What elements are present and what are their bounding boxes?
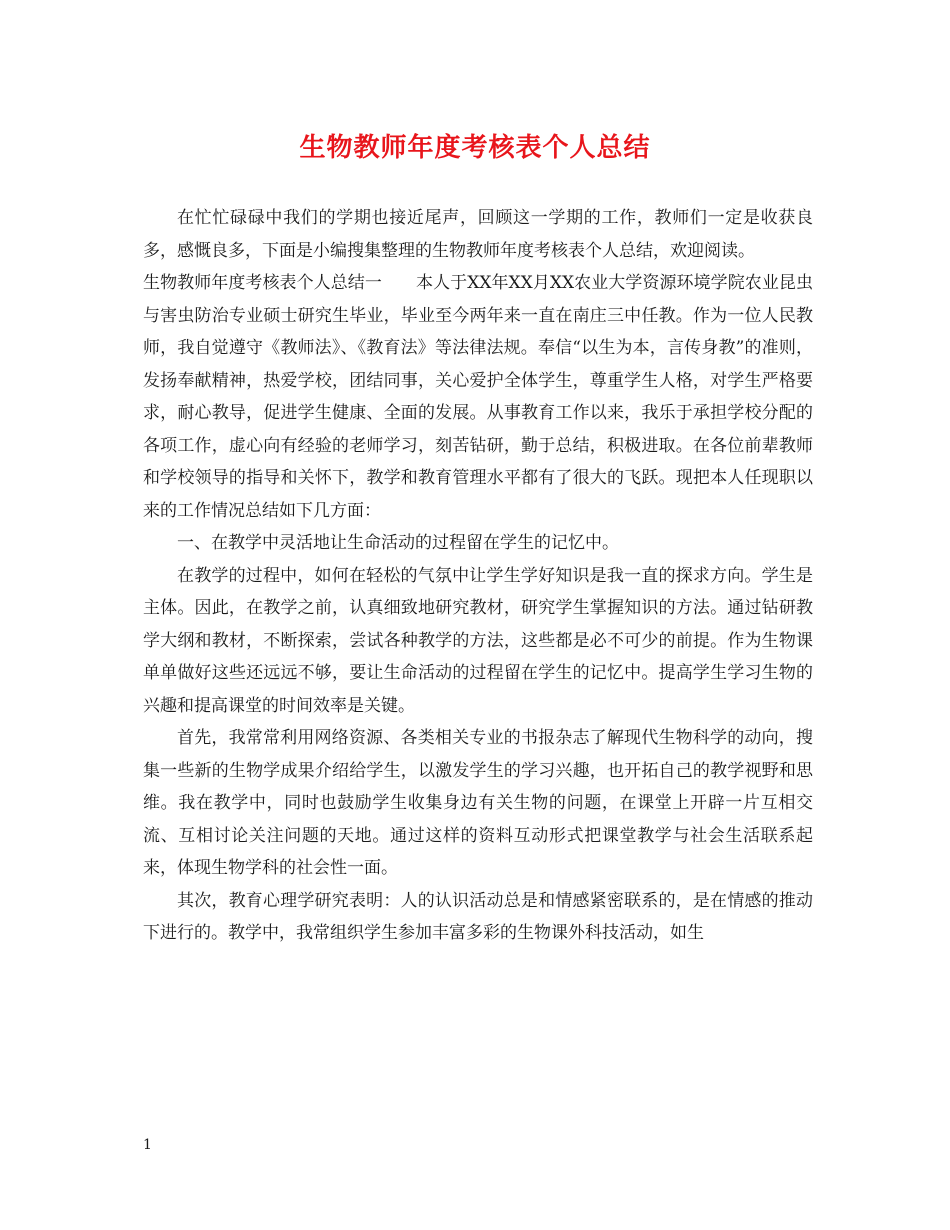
summary-one-paragraph: 生物教师年度考核表个人总结一 本人于XX年XX月XX农业大学资源环境学院农业昆虫与害虫防治专业硕士研究生毕业，毕业至今两年来一直在南庄三中任教。作为一位人民教师，我自觉遵守《教师法》、《教育法》等法律法规。奉信“以生为本，言传身教”的准则，发扬奉献精神，热爱学校，团结同事，关心爱护全体学生，尊重学生人格，对学生严格要求，耐心教导，促进学生健康、全面的发展。从事教育工作以来，我乐于承担学校分配的各项工作，虚心向有经验的老师学习，刻苦钻研，勤于总结，积极进取。在各位前辈教师和学校领导的指导和关怀下，教学和教育管理水平都有了很大的飞跃。现把本人任现职以来的工作情况总结如下几方面： [143,273,813,521]
second-point-paragraph: 其次，教育心理学研究表明：人的认识活动总是和情感紧密联系的，是在情感的推动下进行的。教学中，我常组织学生参加丰富多彩的生物课外科技活动，如生 [143,890,813,943]
document-title: 生物教师年度考核表个人总结 [299,133,651,163]
document-body [143,202,813,950]
section-heading-one: 一、在教学中灵活地让生命活动的过程留在学生的记忆中。 [177,533,619,553]
intro-paragraph: 在忙忙碌碌中我们的学期也接近尾声，回顾这一学期的工作，教师们一定是收获良多，感慨良多，下面是小编搜集整理的生物教师年度考核表个人总结，欢迎阅读。 [143,208,813,261]
page-number: 1 [143,1137,152,1153]
teaching-process-paragraph: 在教学的过程中，如何在轻松的气氛中让学生学好知识是我一直的探求方向。学生是主体。因此，在教学之前，认真细致地研究教材，研究学生掌握知识的方法。通过钻研教学大纲和教材，不断探索，尝试各种教学的方法，这些都是必不可少的前提。作为生物课单单做好这些还远远不够，要让生命活动的过程留在学生的记忆中。提高学生学习生物的兴趣和提高课堂的时间效率是关键。 [143,565,813,716]
first-point-paragraph: 首先，我常常利用网络资源、各类相关专业的书报杂志了解现代生物科学的动向，搜集一些新的生物学成果介绍给学生，以激发学生的学习兴趣，也开拓自己的教学视野和思维。我在教学中，同时也鼓励学生收集身边有关生物的问题，在课堂上开辟一片互相交流、互相讨论关注问题的天地。通过这样的资料互动形式把课堂教学与社会生活联系起来，体现生物学科的社会性一面。 [143,728,813,878]
